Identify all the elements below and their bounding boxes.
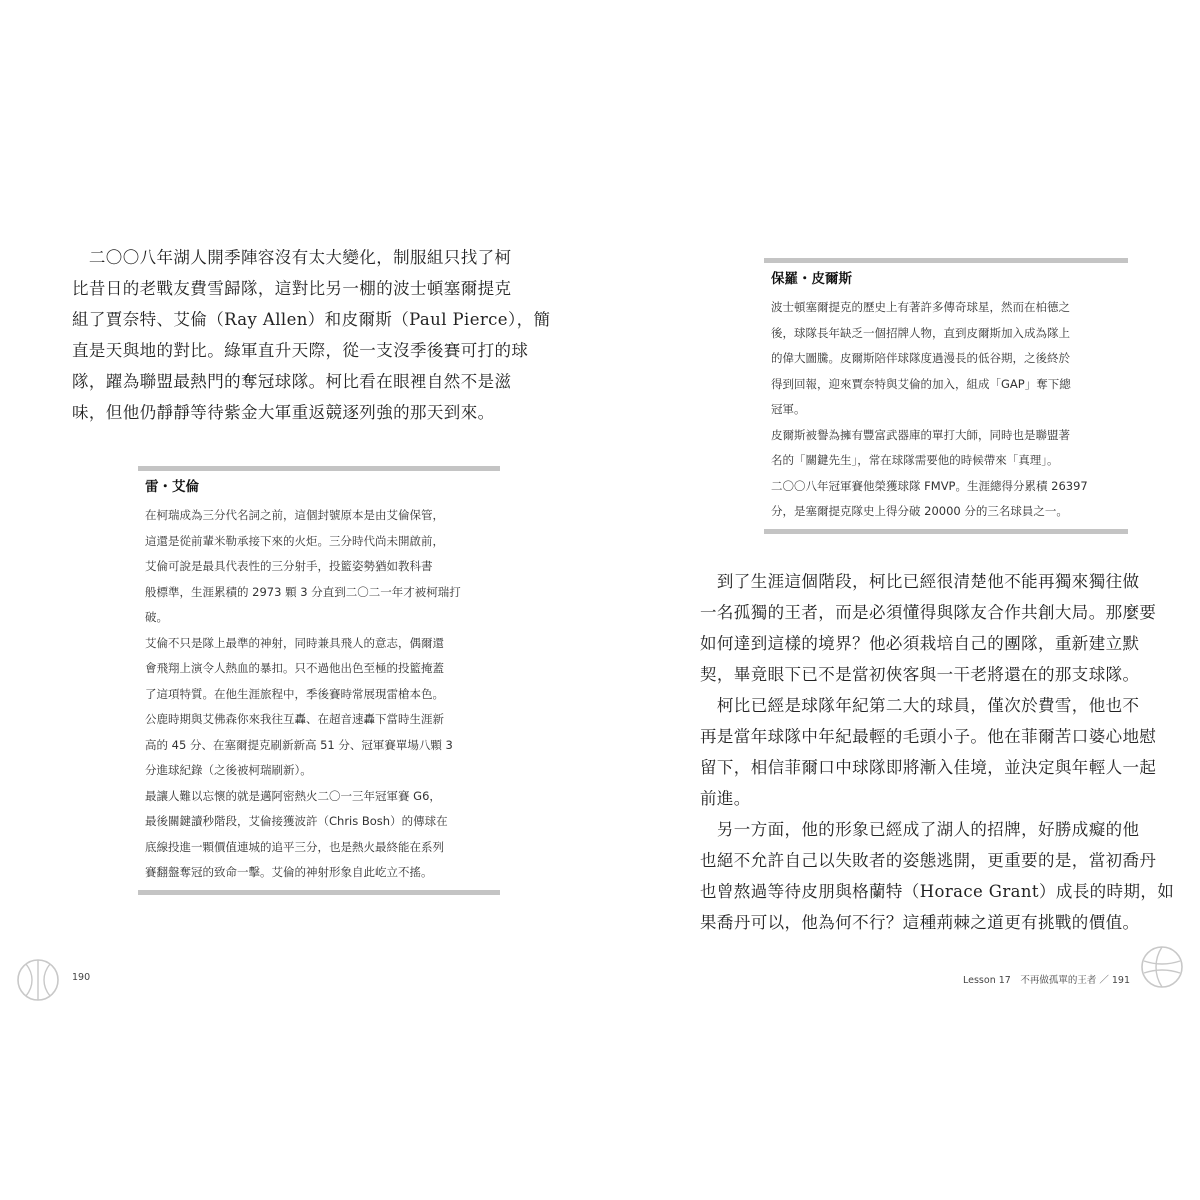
sidebar-ray-allen: [138, 466, 500, 895]
sidebar-line: 了這項特質。在他生涯旅程中，季後賽時常展現雷槍本色。: [145, 686, 444, 701]
sidebar-bottom-rule: [764, 529, 1128, 534]
sidebar-line: 分進球紀錄（之後被柯瑞刷新）。: [145, 763, 312, 777]
sidebar-line: 皮爾斯被譽為擁有豐富武器庫的單打大師，同時也是聯盟著: [771, 427, 1070, 442]
sidebar-line: 的偉大圖騰。皮爾斯陪伴球隊度過漫長的低谷期，之後終於: [771, 351, 1070, 365]
paragraph-line: 隊，躍為聯盟最熱門的奪冠球隊。柯比看在眼裡自然不是滋: [72, 372, 512, 391]
sidebar-paul-pierce: [764, 258, 1128, 534]
sidebar-body: [764, 295, 1128, 525]
running-footer: Lesson 17 不再做孤單的王者 ／ 191: [963, 975, 1130, 986]
paragraph-line: 如何達到這樣的境界？他必須栽培自己的團隊，重新建立默: [700, 634, 1140, 653]
sidebar-title: 保羅・皮爾斯: [771, 271, 852, 287]
sidebar-line: 會飛翔上演令人熱血的暴扣。只不過他出色至極的投籃掩蓋: [145, 661, 444, 675]
paragraph-line: 果喬丹可以，他為何不行？這種荊棘之道更有挑戰的價值。: [700, 913, 1140, 932]
sidebar-line: 破。: [145, 610, 168, 624]
sidebar-line: 這還是從前輩米勒承接下來的火炬。三分時代尚未開啟前，: [145, 533, 444, 548]
sidebar-line: 波士頓塞爾提克的歷史上有著許多傳奇球星，然而在柏德之: [771, 300, 1070, 314]
sidebar-line: 公鹿時期與艾佛森你來我往互轟、在超音速轟下當時生涯新: [145, 712, 444, 726]
sidebar-line: 最讓人難以忘懷的就是邁阿密熱火二〇一三年冠軍賽 G6，: [145, 788, 441, 803]
paragraph-line: 柯比已經是球隊年紀第二大的球員，僅次於費雪，他也不: [700, 696, 1140, 715]
paragraph-line: 味，但他仍靜靜等待紫金大軍重返競逐列強的那天到來。: [72, 403, 495, 422]
paragraph-line: 一名孤獨的王者，而是必須懂得與隊友合作共創大局。那麼要: [700, 603, 1157, 622]
paragraph-line: 也絕不允許自己以失敗者的姿態逃開，更重要的是，當初喬丹: [700, 851, 1157, 870]
page-number: 190: [72, 972, 91, 983]
sidebar-line: 在柯瑞成為三分代名詞之前，這個封號原本是由艾倫保管，: [145, 508, 444, 522]
sidebar-line: 後，球隊長年缺乏一個招牌人物，直到皮爾斯加入成為隊上: [771, 325, 1070, 340]
sidebar-line: 高的 45 分、在塞爾提克刷新新高 51 分、冠軍賽單場八顆 3: [145, 737, 453, 752]
basketball-icon: [16, 958, 60, 1002]
paragraph-line: 也曾熬過等待皮朋與格蘭特（Horace Grant）成長的時期，如: [700, 882, 1175, 901]
sidebar-line: 賽翻盤奪冠的致命一擊。艾倫的神射形象自此屹立不搖。: [145, 865, 433, 879]
paragraph-line: 另一方面，他的形象已經成了湖人的招牌，好勝成癡的他: [700, 820, 1140, 839]
sidebar-line: 般標準，生涯累積的 2973 顆 3 分直到二〇二一年才被柯瑞打: [145, 584, 461, 599]
left-body-paragraph: [72, 242, 550, 428]
right-body-paragraph: [700, 566, 1174, 938]
sidebar-line: 艾倫可說是最具代表性的三分射手，投籃姿勢猶如教科書: [145, 559, 433, 573]
paragraph-line: 比昔日的老戰友費雪歸隊，這對比另一棚的波士頓塞爾提克: [72, 279, 512, 298]
sidebar-line: 底線投進一顆價值連城的追平三分，也是熱火最終能在系列: [145, 839, 444, 854]
sidebar-line: 名的「關鍵先生」，常在球隊需要他的時候帶來「真理」。: [771, 453, 1059, 467]
basketball-icon: [1140, 945, 1184, 989]
paragraph-line: 契，畢竟眼下已不是當初俠客與一干老將還在的那支球隊。: [700, 665, 1140, 684]
paragraph-line: 前進。: [700, 789, 751, 808]
sidebar-title: 雷・艾倫: [145, 479, 199, 495]
sidebar-line: 冠軍。: [771, 402, 806, 416]
paragraph-line: 組了賈奈特、艾倫（Ray Allen）和皮爾斯（Paul Pierce），簡: [72, 310, 551, 329]
right-page: [600, 0, 1200, 1200]
sidebar-line: 艾倫不只是隊上最準的神射，同時兼具飛人的意志，偶爾還: [145, 635, 444, 650]
paragraph-line: 再是當年球隊中年紀最輕的毛頭小子。他在菲爾苦口婆心地慰: [700, 727, 1157, 746]
paragraph-line: 直是天與地的對比。綠軍直升天際，從一支沒季後賽可打的球: [72, 341, 529, 360]
paragraph-line: 留下，相信菲爾口中球隊即將漸入佳境，並決定與年輕人一起: [700, 758, 1157, 777]
sidebar-bottom-rule: [138, 890, 500, 895]
sidebar-line: 二〇〇八年冠軍賽他榮獲球隊 FMVP。生涯總得分累積 26397: [771, 478, 1088, 493]
paragraph-line: 二〇〇八年湖人開季陣容沒有太大變化，制服組只找了柯: [72, 248, 512, 267]
sidebar-line: 最後關鍵讀秒階段，艾倫接獲波許（Chris Bosh）的傳球在: [145, 814, 448, 828]
sidebar-line: 得到回報，迎來賈奈特與艾倫的加入，組成「GAP」奪下總: [771, 376, 1071, 391]
sidebar-line: 分，是塞爾提克隊史上得分破 20000 分的三名球員之一。: [771, 504, 1068, 518]
paragraph-line: 到了生涯這個階段，柯比已經很清楚他不能再獨來獨往做: [700, 572, 1140, 591]
sidebar-body: [138, 503, 500, 886]
